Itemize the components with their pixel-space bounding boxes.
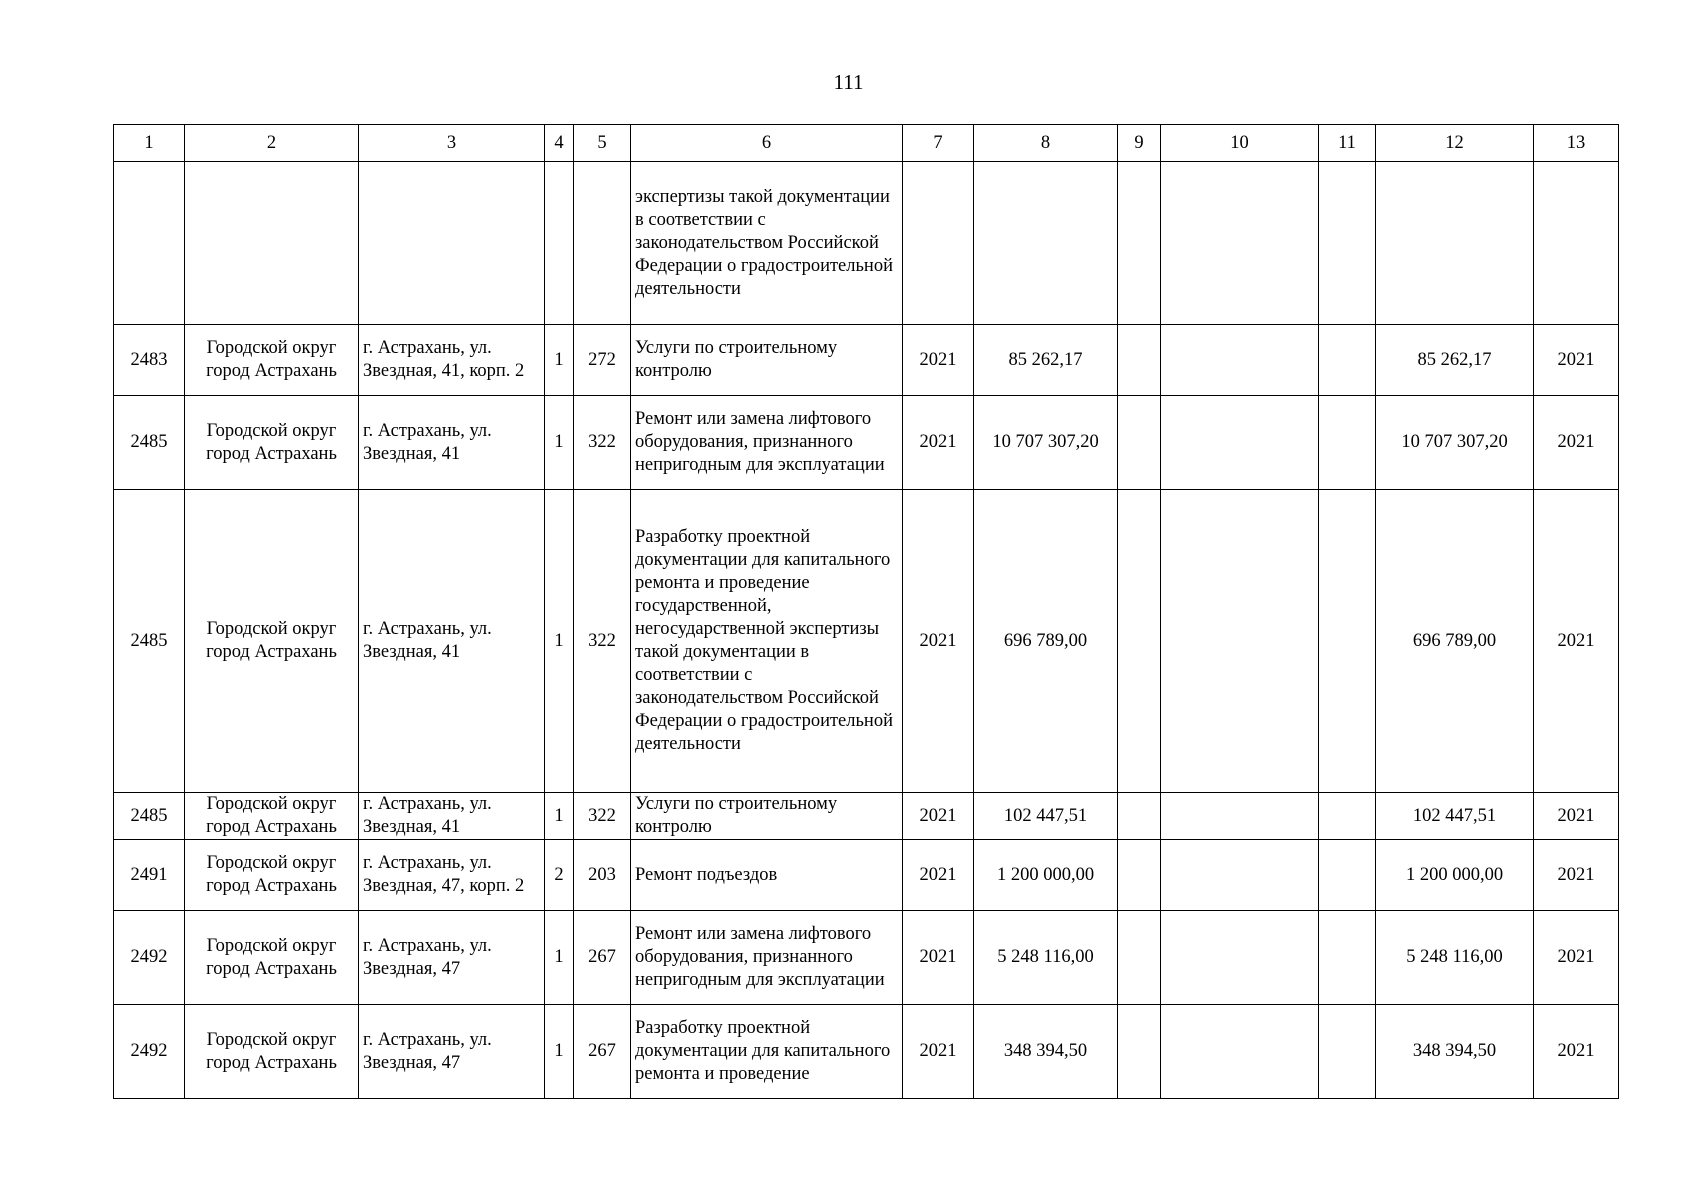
col5-cell [574,162,631,325]
page-number: 111 [833,70,864,94]
table-row [114,1005,1619,1099]
col11-cell [1319,490,1376,793]
municipality-cell: Городской округ город Астрахань [185,793,359,840]
column-header-5: 5 [574,125,631,162]
year-cell: 2021 [903,793,974,840]
column-header-9: 9 [1118,125,1161,162]
address-cell: г. Астрахань, ул. Звездная, 41 [359,793,545,840]
row-number-cell: 2485 [114,490,185,793]
column-header-1: 1 [114,125,185,162]
address-cell: г. Астрахань, ул. Звездная, 47 [359,1005,545,1099]
col12-cell: 696 789,00 [1376,490,1534,793]
total-cost-cell: 696 789,00 [974,490,1118,793]
year-cell: 2021 [903,490,974,793]
col4-cell: 1 [545,1005,574,1099]
col13-cell: 2021 [1534,840,1619,911]
year-cell: 2021 [903,911,974,1005]
col13-cell: 2021 [1534,325,1619,396]
col5-cell: 267 [574,1005,631,1099]
col9-cell [1118,1005,1161,1099]
row-number-cell: 2491 [114,840,185,911]
table-body [114,162,1619,1099]
column-header-11: 11 [1319,125,1376,162]
col11-cell [1319,325,1376,396]
table-row [114,162,1619,325]
total-cost-cell: 348 394,50 [974,1005,1118,1099]
column-header-12: 12 [1376,125,1534,162]
column-header-3: 3 [359,125,545,162]
work-type-cell: Ремонт или замена лифтового оборудования, признанного непригодным для эксплуатации [631,396,903,490]
col10-cell [1161,911,1319,1005]
col10-cell [1161,1005,1319,1099]
work-type-cell: Ремонт подъездов [631,840,903,911]
total-cost-cell: 102 447,51 [974,793,1118,840]
col5-cell: 267 [574,911,631,1005]
col4-cell: 1 [545,325,574,396]
col12-cell: 1 200 000,00 [1376,840,1534,911]
work-type-cell: Разработку проектной документации для капитального ремонта и проведение [631,1005,903,1099]
municipality-cell: Городской округ город Астрахань [185,490,359,793]
col13-cell: 2021 [1534,911,1619,1005]
table-row [114,396,1619,490]
column-header-10: 10 [1161,125,1319,162]
col13-cell [1534,162,1619,325]
column-header-7: 7 [903,125,974,162]
year-cell [903,162,974,325]
col10-cell [1161,396,1319,490]
col11-cell [1319,162,1376,325]
col9-cell [1118,490,1161,793]
col10-cell [1161,840,1319,911]
total-cost-cell: 10 707 307,20 [974,396,1118,490]
col9-cell [1118,911,1161,1005]
column-header-13: 13 [1534,125,1619,162]
col5-cell: 322 [574,793,631,840]
column-header-2: 2 [185,125,359,162]
col11-cell [1319,793,1376,840]
col12-cell: 5 248 116,00 [1376,911,1534,1005]
total-cost-cell: 1 200 000,00 [974,840,1118,911]
col10-cell [1161,793,1319,840]
column-header-6: 6 [631,125,903,162]
col10-cell [1161,490,1319,793]
col13-cell: 2021 [1534,490,1619,793]
col12-cell: 102 447,51 [1376,793,1534,840]
col11-cell [1319,396,1376,490]
address-cell: г. Астрахань, ул. Звездная, 41, корп. 2 [359,325,545,396]
col4-cell: 1 [545,911,574,1005]
municipality-cell: Городской округ город Астрахань [185,840,359,911]
row-number-cell: 2485 [114,793,185,840]
col11-cell [1319,1005,1376,1099]
work-type-cell: Услуги по строительному контролю [631,325,903,396]
address-cell: г. Астрахань, ул. Звездная, 47, корп. 2 [359,840,545,911]
col13-cell: 2021 [1534,793,1619,840]
table-row [114,325,1619,396]
table-row [114,793,1619,840]
municipality-cell: Городской округ город Астрахань [185,911,359,1005]
col10-cell [1161,325,1319,396]
col11-cell [1319,911,1376,1005]
col12-cell: 10 707 307,20 [1376,396,1534,490]
year-cell: 2021 [903,396,974,490]
table-row [114,840,1619,911]
municipality-cell: Городской округ город Астрахань [185,325,359,396]
col10-cell [1161,162,1319,325]
col13-cell: 2021 [1534,1005,1619,1099]
column-header-8: 8 [974,125,1118,162]
year-cell: 2021 [903,1005,974,1099]
column-header-4: 4 [545,125,574,162]
col9-cell [1118,840,1161,911]
work-type-cell: Ремонт или замена лифтового оборудования, признанного непригодным для эксплуатации [631,911,903,1005]
work-type-cell: Разработку проектной документации для капитального ремонта и проведение государственной, негосударственной экспертизы такой документации в соответствии с законодательством Российской Федерации о градостроительной деятельности [631,490,903,793]
address-cell: г. Астрахань, ул. Звездная, 41 [359,396,545,490]
row-number-cell: 2485 [114,396,185,490]
col12-cell: 85 262,17 [1376,325,1534,396]
col5-cell: 203 [574,840,631,911]
col9-cell [1118,396,1161,490]
total-cost-cell: 85 262,17 [974,325,1118,396]
municipality-cell [185,162,359,325]
register-table [113,124,1619,1099]
table-row [114,911,1619,1005]
work-type-cell: экспертизы такой документации в соответствии с законодательством Российской Федерации о градостроительной деятельности [631,162,903,325]
col9-cell [1118,325,1161,396]
col4-cell: 2 [545,840,574,911]
row-number-cell [114,162,185,325]
col5-cell: 322 [574,490,631,793]
row-number-cell: 2483 [114,325,185,396]
row-number-cell: 2492 [114,1005,185,1099]
address-cell [359,162,545,325]
year-cell: 2021 [903,325,974,396]
col9-cell [1118,793,1161,840]
table-row [114,490,1619,793]
col4-cell: 1 [545,793,574,840]
col4-cell: 1 [545,490,574,793]
col5-cell: 322 [574,396,631,490]
col11-cell [1319,840,1376,911]
col13-cell: 2021 [1534,396,1619,490]
total-cost-cell [974,162,1118,325]
col12-cell [1376,162,1534,325]
header-row [114,125,1619,162]
municipality-cell: Городской округ город Астрахань [185,396,359,490]
municipality-cell: Городской округ город Астрахань [185,1005,359,1099]
year-cell: 2021 [903,840,974,911]
col4-cell [545,162,574,325]
address-cell: г. Астрахань, ул. Звездная, 47 [359,911,545,1005]
col5-cell: 272 [574,325,631,396]
address-cell: г. Астрахань, ул. Звездная, 41 [359,490,545,793]
total-cost-cell: 5 248 116,00 [974,911,1118,1005]
col4-cell: 1 [545,396,574,490]
work-type-cell: Услуги по строительному контролю [631,793,903,840]
row-number-cell: 2492 [114,911,185,1005]
col12-cell: 348 394,50 [1376,1005,1534,1099]
col9-cell [1118,162,1161,325]
